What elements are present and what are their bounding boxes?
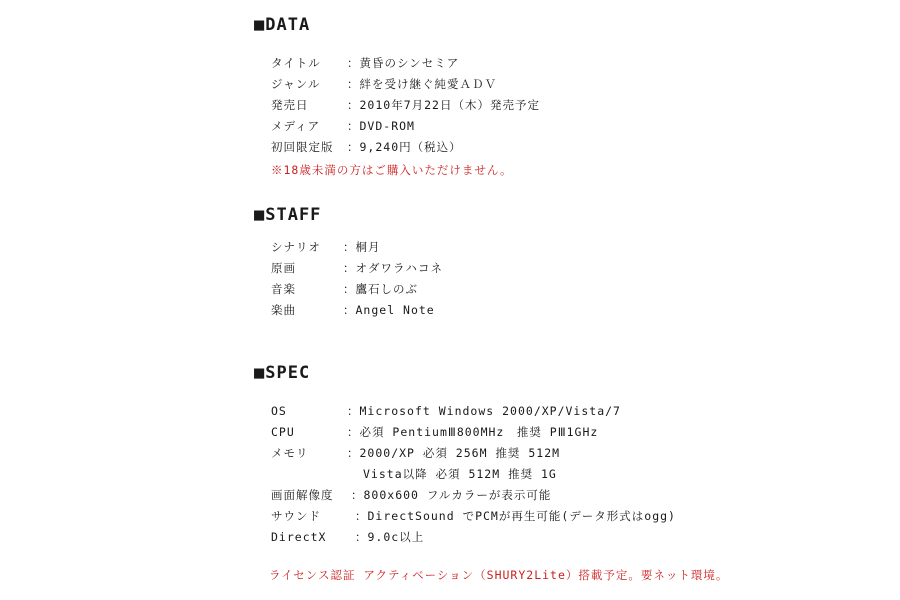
row-value: DVD-ROM xyxy=(359,119,415,133)
data-row-genre xyxy=(271,76,497,92)
row-separator: ： xyxy=(343,261,356,275)
row-label: サウンド xyxy=(271,509,321,523)
row-separator: ： xyxy=(347,140,360,154)
row-value: Angel Note xyxy=(355,303,435,317)
spec-row-resolution xyxy=(271,487,551,503)
staff-row-art xyxy=(271,260,443,276)
row-value: オダワラハコネ xyxy=(355,261,443,275)
row-label: OS xyxy=(271,404,287,418)
row-separator: ： xyxy=(343,240,356,254)
row-separator: ： xyxy=(347,77,360,91)
row-value: 9,240円（税込） xyxy=(359,140,462,154)
row-label: DirectX xyxy=(271,530,327,544)
row-value: 桐月 xyxy=(355,240,381,254)
row-value: DirectSound でPCMが再生可能(データ形式はogg) xyxy=(367,509,676,523)
spec-heading: ■SPEC xyxy=(254,363,311,383)
row-label: 音楽 xyxy=(271,282,296,296)
row-separator: ： xyxy=(343,282,356,296)
activation-notice: ライセンス認証 アクティベーション（SHURY2Lite）搭載予定。要ネット環境。 xyxy=(269,568,729,582)
row-label: シナリオ xyxy=(271,240,321,254)
row-value: 9.0c以上 xyxy=(367,530,425,544)
row-separator: ： xyxy=(343,303,356,317)
row-label: メモリ xyxy=(271,446,309,460)
spec-row-directx xyxy=(271,529,424,545)
row-separator: ： xyxy=(351,488,364,502)
data-row-title xyxy=(271,55,459,71)
row-value: 2000/XP 必須 256M 推奨 512M xyxy=(359,446,561,460)
row-value: 絆を受け継ぐ純愛ＡＤＶ xyxy=(359,77,497,91)
row-value: 鷹石しのぶ xyxy=(355,282,418,296)
data-row-limited-edition xyxy=(271,139,462,155)
spec-row-memory xyxy=(271,445,560,461)
row-label: メディア xyxy=(271,119,321,133)
row-separator: ： xyxy=(347,446,360,460)
row-separator: ： xyxy=(347,119,360,133)
row-separator: ： xyxy=(347,404,360,418)
staff-row-songs xyxy=(271,302,435,318)
row-value: 黄昏のシンセミア xyxy=(359,56,460,70)
row-label: 楽曲 xyxy=(271,303,296,317)
row-value: 800x600 フルカラーが表示可能 xyxy=(363,488,552,502)
spec-row-os xyxy=(271,403,621,419)
row-label: CPU xyxy=(271,425,295,439)
row-label: 原画 xyxy=(271,261,296,275)
data-row-release-date xyxy=(271,97,540,113)
age-restriction-notice: ※18歳未満の方はご購入いただけません。 xyxy=(271,163,513,177)
spec-row-sound xyxy=(271,508,676,524)
spec-row-memory-vista xyxy=(363,466,557,482)
row-separator: ： xyxy=(355,509,368,523)
staff-row-music xyxy=(271,281,418,297)
staff-row-scenario xyxy=(271,239,381,255)
row-separator: ： xyxy=(347,56,360,70)
spec-row-cpu xyxy=(271,424,598,440)
row-separator: ： xyxy=(347,425,360,439)
row-value: Microsoft Windows 2000/XP/Vista/7 xyxy=(359,404,621,418)
row-separator: ： xyxy=(347,98,360,112)
row-label: タイトル xyxy=(271,56,321,70)
staff-heading: ■STAFF xyxy=(254,205,322,225)
row-separator: ： xyxy=(355,530,368,544)
row-value: 必須 PentiumⅢ800MHz 推奨 PⅢ1GHz xyxy=(359,425,599,439)
row-label: 初回限定版 xyxy=(271,140,334,154)
row-label: 発売日 xyxy=(271,98,309,112)
row-label: 画面解像度 xyxy=(271,488,334,502)
row-value: Vista以降 必須 512M 推奨 1G xyxy=(363,467,557,481)
data-heading: ■DATA xyxy=(254,15,311,35)
row-value: 2010年7月22日（木）発売予定 xyxy=(359,98,540,112)
data-row-media xyxy=(271,118,415,134)
row-label: ジャンル xyxy=(271,77,321,91)
